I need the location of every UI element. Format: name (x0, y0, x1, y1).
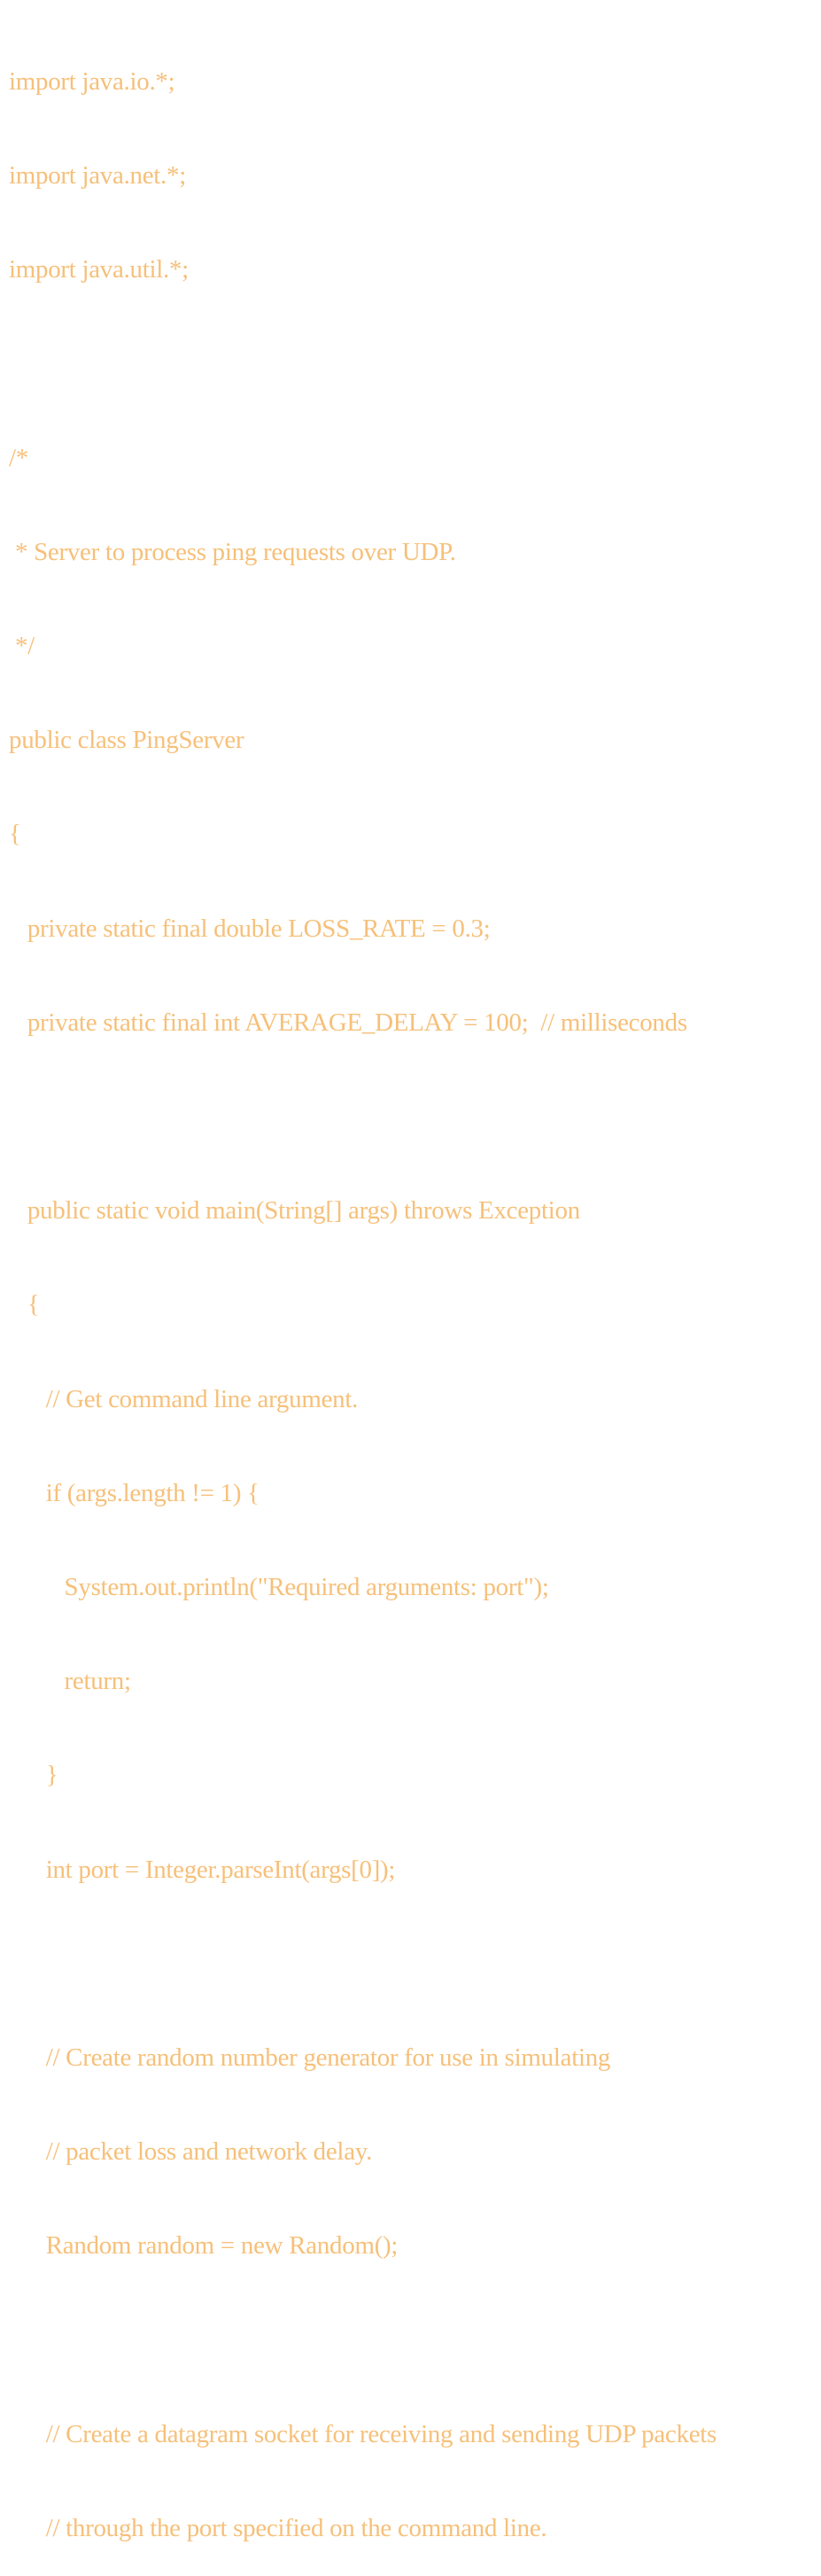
code-line-14: { (9, 1290, 40, 1319)
code-line-21 (9, 1949, 716, 1980)
code-line-23: // packet loss and network delay. (9, 2137, 373, 2167)
code-line-18: return; (9, 1667, 131, 1696)
code-line-3: import java.util.*; (9, 255, 189, 284)
code-line-22: // Create random number generator for use in simulating (9, 2043, 611, 2073)
code-line-10: private static final double LOSS_RATE = 0.3; (9, 914, 491, 943)
code-line-8: public class PingServer (9, 726, 244, 755)
code-line-9: { (9, 820, 21, 849)
code-line-25 (9, 2325, 716, 2356)
code-line-11: private static final int AVERAGE_DELAY = 100; // milliseconds (9, 1008, 687, 1037)
code-line-1: import java.io.*; (9, 66, 175, 96)
code-line-4 (9, 348, 716, 379)
code-line-17: System.out.println("Required arguments: port"); (9, 1573, 549, 1602)
code-line-27: // through the port specified on the command line. (9, 2514, 547, 2543)
code-line-5: /* (9, 443, 28, 472)
code-line-2: import java.net.*; (9, 161, 186, 191)
code-line-7: */ (9, 632, 35, 661)
code-line-13: public static void main(String[] args) throws Exception (9, 1196, 580, 1226)
code-listing (9, 4, 716, 2576)
code-line-26: // Create a datagram socket for receiving and sending UDP packets (9, 2419, 717, 2448)
code-line-15: // Get command line argument. (9, 1384, 359, 1413)
code-line-20: int port = Integer.parseInt(args[0]); (9, 1855, 396, 1884)
code-line-19: } (9, 1761, 58, 1790)
code-line-24: Random random = new Random(); (9, 2231, 399, 2261)
code-line-16: if (args.length != 1) { (9, 1478, 259, 1507)
code-line-12 (9, 1101, 716, 1132)
code-line-6: * Server to process ping requests over UDP. (9, 537, 456, 566)
